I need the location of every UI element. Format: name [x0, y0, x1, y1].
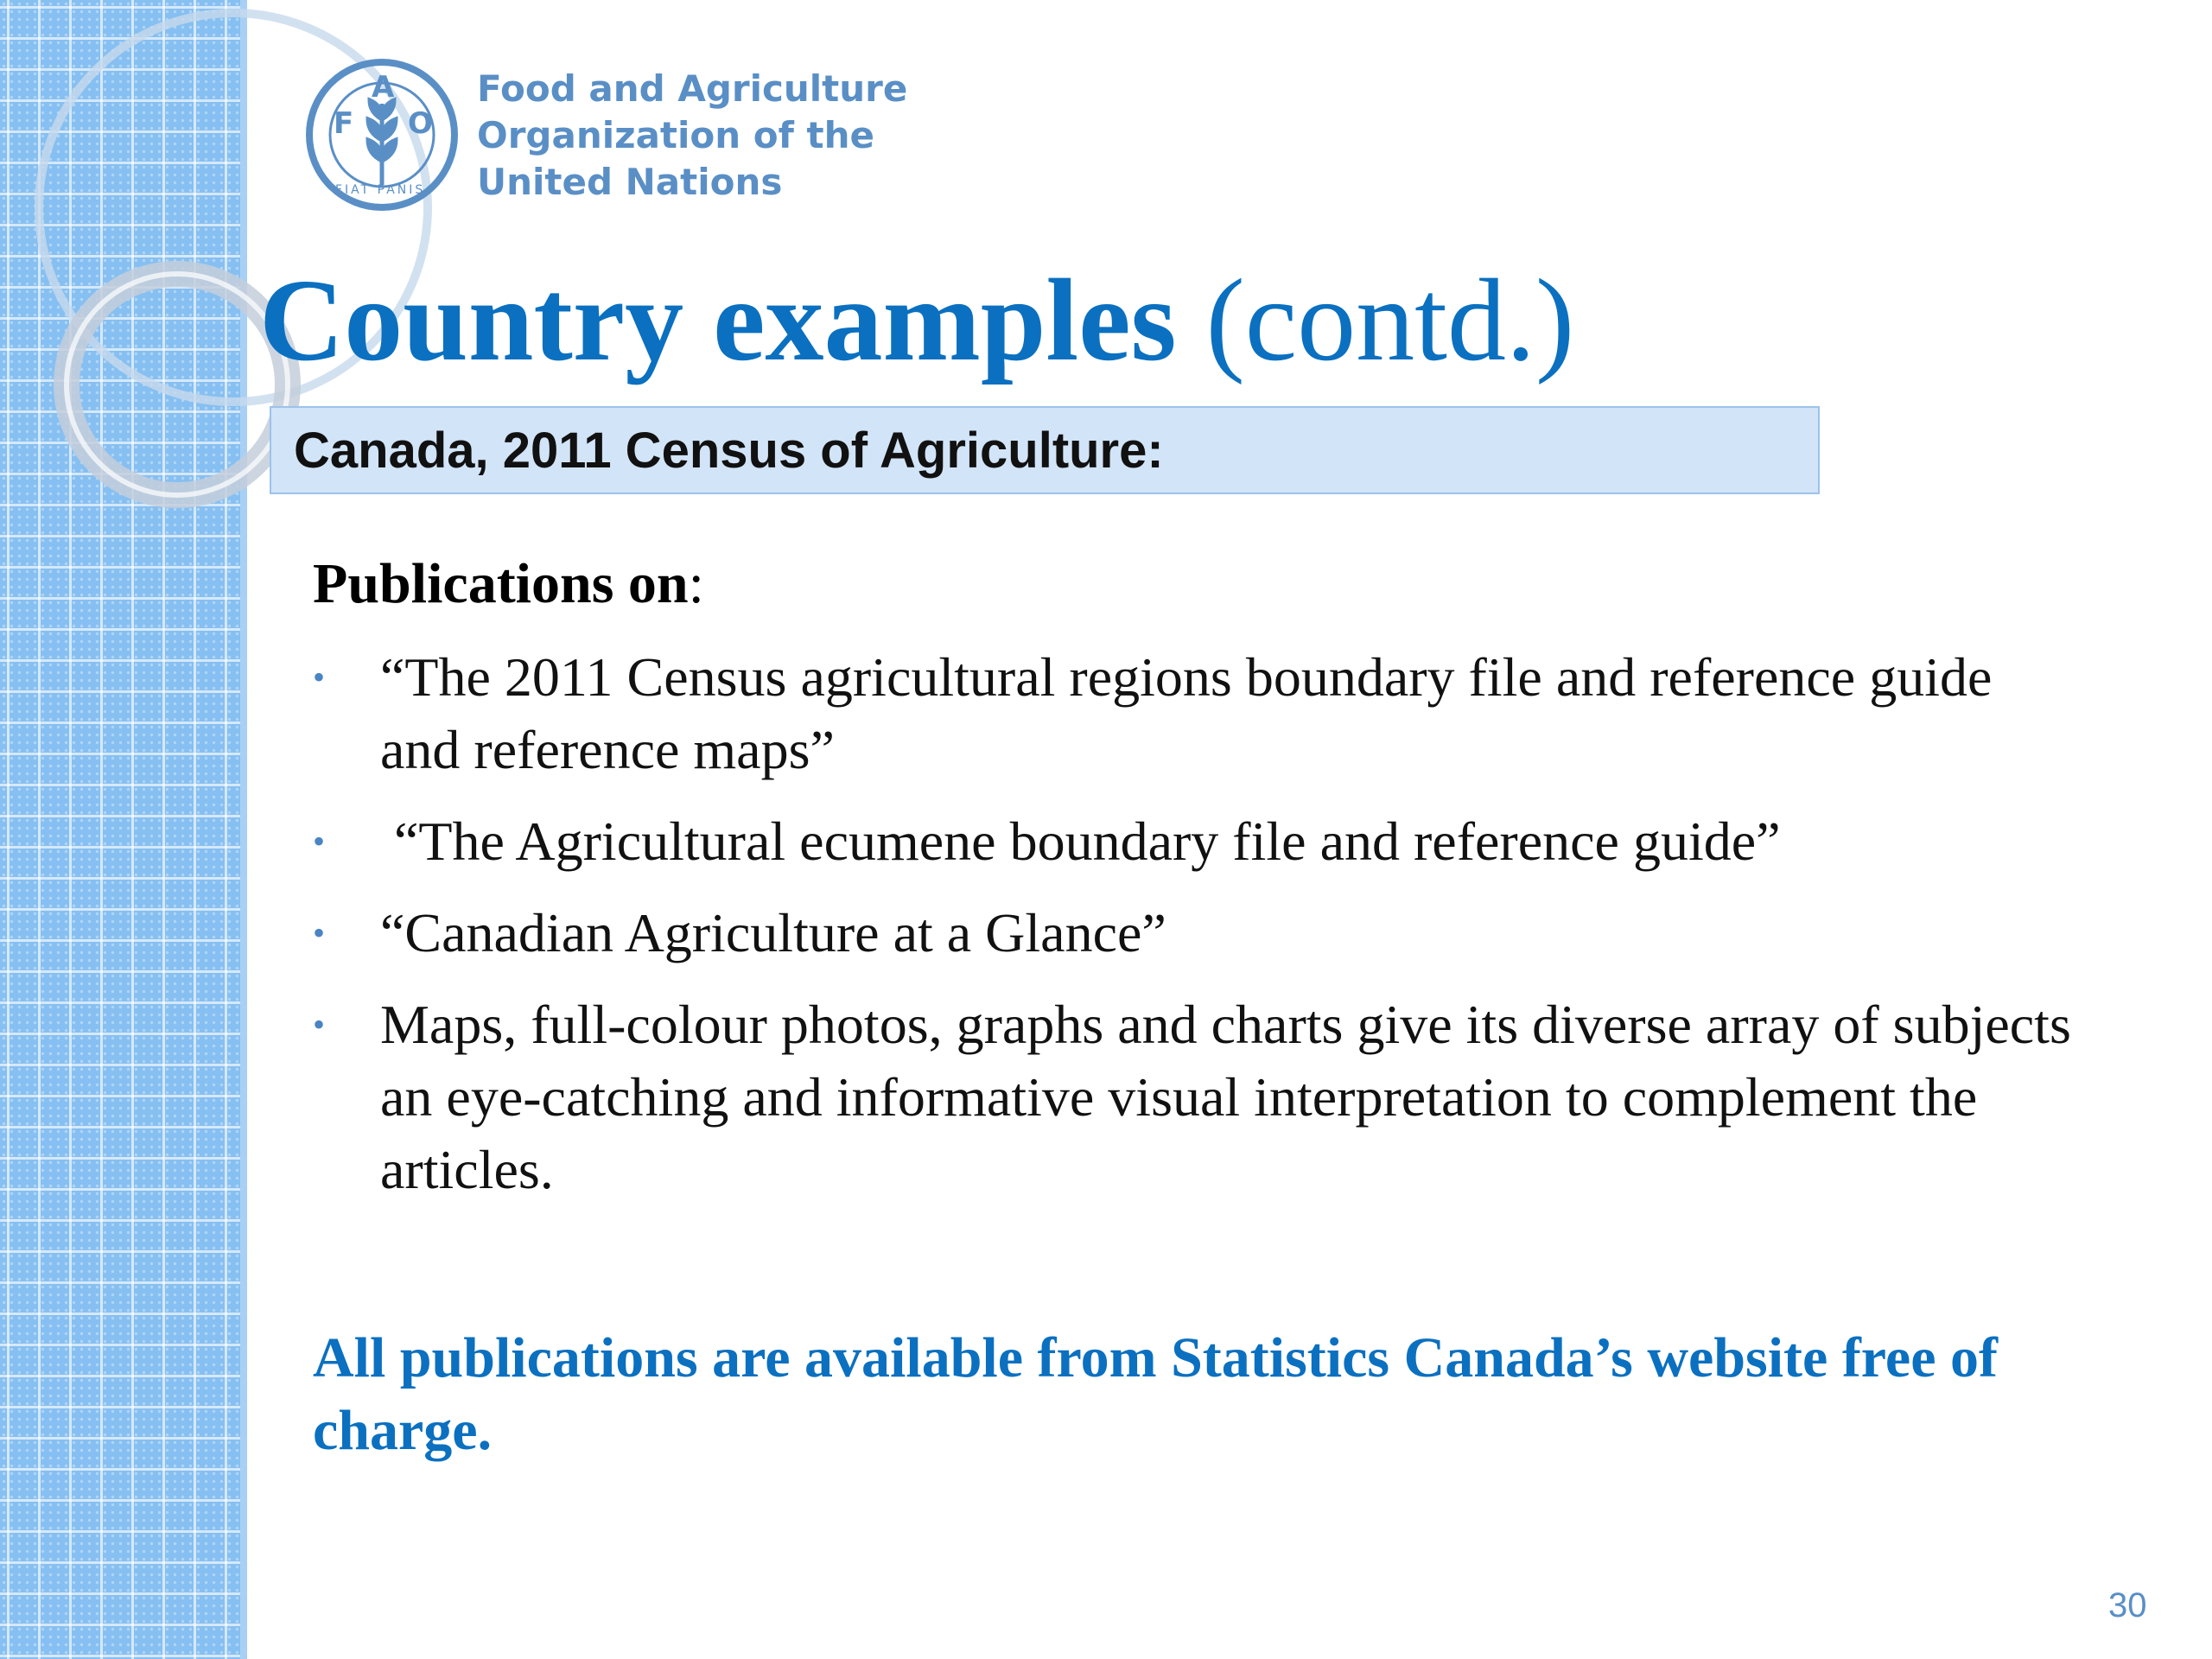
page-number: 30 [2108, 1586, 2147, 1624]
slide-title-suffix: (contd.) [1176, 256, 1575, 385]
subtitle-banner [270, 406, 1820, 494]
wheat-icon [368, 100, 396, 185]
closing-statement: All publications are available from Statistics Canada’s website free of charge. [313, 1326, 1998, 1462]
intro-colon: : [688, 552, 704, 615]
subtitle-text: Canada, 2011 Census of Agriculture: [294, 423, 1164, 479]
org-name-line-1: Food and Agriculture [477, 67, 908, 110]
slide-title [259, 256, 1574, 385]
logo-letter-f: F [334, 106, 354, 141]
intro-line [313, 550, 704, 619]
list-item [313, 897, 2075, 969]
fao-logo [304, 57, 460, 213]
logo-motto: FIAT PANIS [335, 183, 426, 197]
bullet-icon: • [313, 1005, 326, 1044]
organization-name [477, 66, 907, 206]
logo-letter-o: O [408, 106, 433, 141]
bullet-icon: • [313, 658, 326, 696]
list-item [313, 641, 2075, 786]
list-item-text: “The 2011 Census agricultural regions boundary file and reference guide and reference maps” [380, 646, 1993, 780]
bullet-icon: • [313, 822, 326, 861]
list-item-text: “Canadian Agriculture at a Glance” [380, 902, 1166, 963]
slide-title-main: Country examples [259, 256, 1177, 385]
bullet-list [313, 641, 2075, 1225]
list-item [313, 805, 2075, 878]
list-item-text: “The Agricultural ecumene boundary file and reference guide” [380, 810, 1781, 872]
intro-bold: Publications on [313, 552, 689, 615]
logo-letter-a: A [372, 70, 395, 105]
org-name-line-2: Organization of the [477, 114, 874, 156]
list-item-text: Maps, full-colour photos, graphs and charts give its diverse array of subjects an eye-catching and informative visual interpretation to complement the articles. [380, 994, 2071, 1200]
org-name-line-3: United Nations [477, 161, 783, 203]
bullet-icon: • [313, 913, 326, 952]
list-item [313, 988, 2075, 1206]
